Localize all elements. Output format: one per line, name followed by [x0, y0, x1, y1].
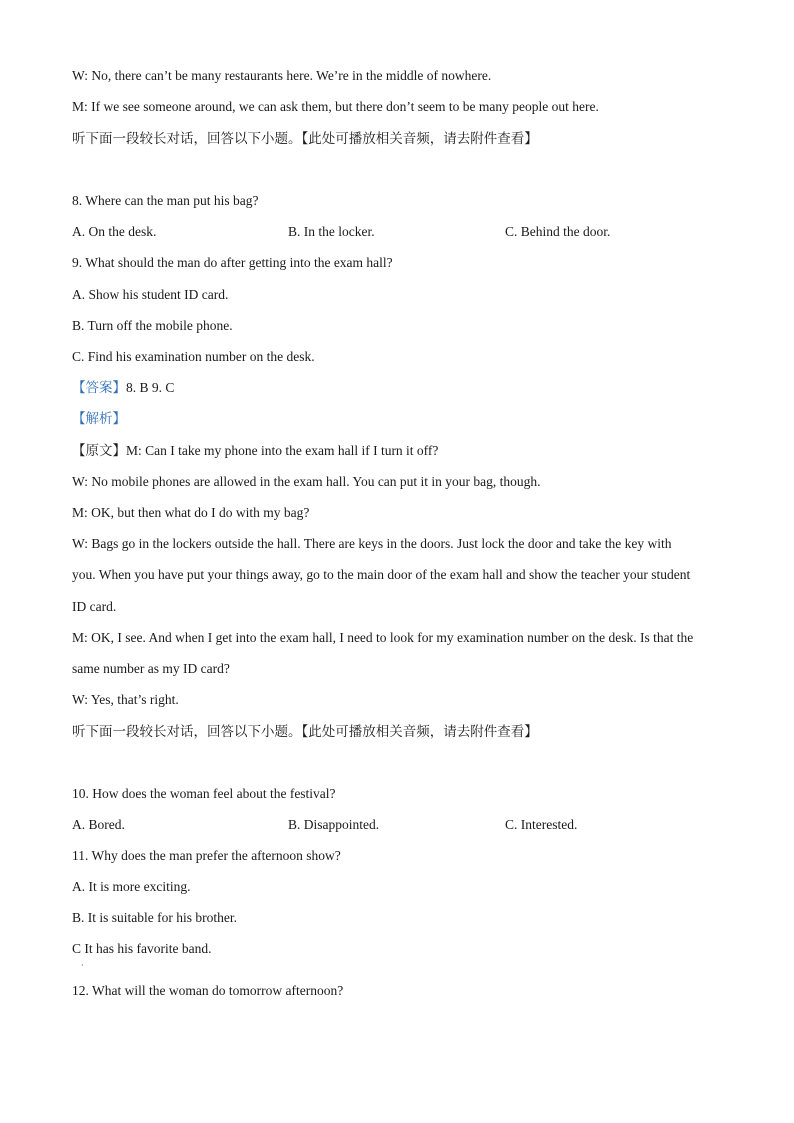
q11-option-c: C It has his favorite band. [72, 941, 212, 956]
question-8: 8. Where can the man put his bag? [72, 193, 259, 208]
transcript-line: W: No mobile phones are allowed in the exam hall. You can put it in your bag, though. [72, 474, 541, 489]
question-11: 11. Why does the man prefer the afternoon show? [72, 848, 341, 863]
q8-option-b: B. In the locker. [288, 224, 375, 239]
question-10: 10. How does the woman feel about the festival? [72, 786, 336, 801]
transcript-line: M: OK, but then what do I do with my bag? [72, 505, 310, 520]
transcript-text: M: Can I take my phone into the exam hall if I turn it off? [126, 443, 439, 458]
q8-option-a: A. On the desk. [72, 224, 157, 239]
analysis-tag: 【解析】 [72, 411, 126, 427]
question-9: 9. What should the man do after getting into the exam hall? [72, 255, 393, 270]
q9-option-c: C. Find his examination number on the desk. [72, 349, 315, 364]
transcript-line: M: OK, I see. And when I get into the exam hall, I need to look for my examination number on the desk. Is that the [72, 630, 694, 645]
stray-dot: · [81, 961, 84, 970]
transcript-tag: 【原文】 [72, 443, 126, 459]
transcript-line: same number as my ID card? [72, 661, 230, 676]
listening-instruction: 听下面一段较长对话，回答以下小题。【此处可播放相关音频，请去附件查看】 [72, 131, 538, 147]
transcript-line: W: Yes, that’s right. [72, 692, 179, 707]
answer-tag: 【答案】 [72, 380, 126, 396]
q10-option-a: A. Bored. [72, 817, 125, 832]
transcript-line: you. When you have put your things away, go to the main door of the exam hall and show the teacher your student [72, 567, 691, 582]
answer-line [72, 379, 174, 397]
q9-option-b: B. Turn off the mobile phone. [72, 318, 233, 333]
q10-option-c: C. Interested. [505, 817, 578, 832]
listening-instruction: 听下面一段较长对话，回答以下小题。【此处可播放相关音频，请去附件查看】 [72, 724, 538, 740]
transcript-line: W: Bags go in the lockers outside the hall. There are keys in the doors. Just lock the door and take the key with [72, 536, 672, 551]
q11-option-b: B. It is suitable for his brother. [72, 910, 237, 925]
question-12: 12. What will the woman do tomorrow afternoon? [72, 983, 344, 998]
q11-option-a: A. It is more exciting. [72, 879, 191, 894]
q10-option-b: B. Disappointed. [288, 817, 380, 832]
transcript-line [72, 442, 438, 460]
dialogue-line: M: If we see someone around, we can ask them, but there don’t seem to be many people out here. [72, 99, 599, 114]
answer-text: 8. B 9. C [126, 380, 175, 395]
q8-option-c: C. Behind the door. [505, 224, 611, 239]
q9-option-a: A. Show his student ID card. [72, 287, 229, 302]
dialogue-line: W: No, there can’t be many restaurants here. We’re in the middle of nowhere. [72, 68, 492, 83]
transcript-line: ID card. [72, 599, 117, 614]
